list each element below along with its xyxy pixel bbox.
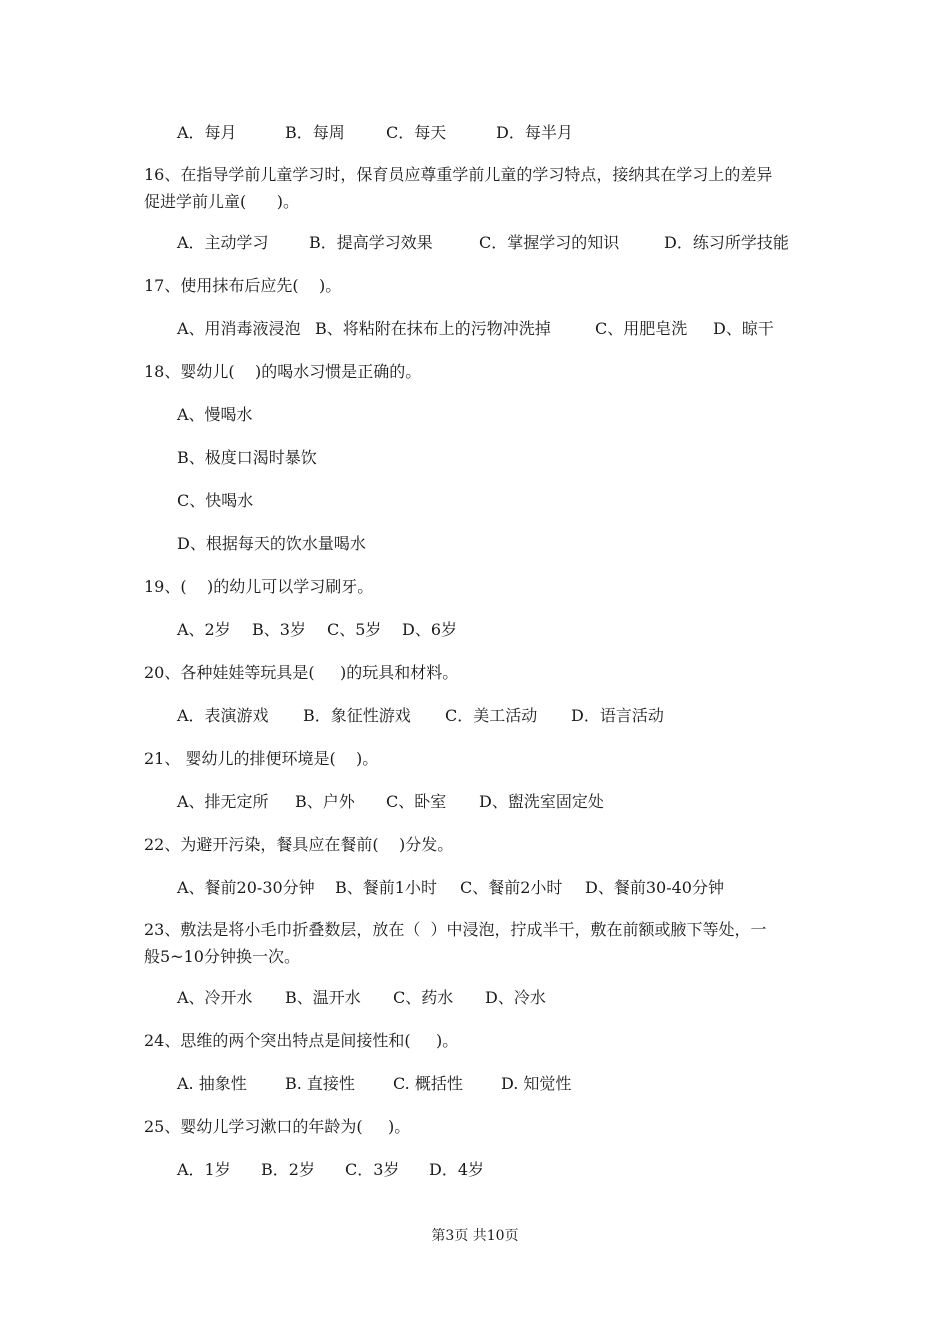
options-q19 [144,615,808,645]
question-text: 21、 婴幼儿的排便环境是( )。 [144,749,379,768]
option-c: C．3岁 [345,1160,400,1179]
option-d: D、晾干 [713,319,774,338]
question-text: 17、使用抹布后应先( )。 [144,276,342,295]
question-17 [144,271,808,301]
option-d: D、冷水 [485,988,546,1007]
options-q24 [144,1069,808,1099]
option-a: A．主动学习 [177,233,269,252]
option-d: D．4岁 [429,1160,485,1179]
question-23 [144,916,808,970]
option-b: B、将粘附在抹布上的污物冲洗掉 [315,319,551,338]
option-b: B. 直接性 [285,1074,355,1093]
option-d: D、餐前30-40分钟 [585,878,724,897]
question-text: 23、敷法是将小毛巾折叠数层，放在（ ）中浸泡，拧成半干，敷在前额或腋下等处，一 [144,920,767,939]
options-q17 [144,314,808,344]
option-b: B、极度口渴时暴饮 [177,448,317,467]
option-b: B．2岁 [261,1160,315,1179]
question-22 [144,830,808,860]
option-a: A、餐前20-30分钟 [177,878,315,897]
options-q20 [144,701,808,731]
options-q15 [144,118,808,148]
option-b: B、户外 [295,792,355,811]
question-text: 16、在指导学前儿童学习时，保育员应尊重学前儿童的学习特点，接纳其在学习上的差异 [144,165,773,184]
question-24 [144,1026,808,1056]
option-b: B．提高学习效果 [309,233,433,252]
option-b: B、温开水 [285,988,361,1007]
option-c: C、卧室 [386,792,447,811]
option-a: A、2岁 [177,620,231,639]
option-a: A．每月 [177,123,237,142]
option-c: C、药水 [393,988,454,1007]
question-text: 般5~10分钟换一次。 [144,947,300,966]
option-d: D．练习所学技能 [664,233,789,252]
question-text: 19、( )的幼儿可以学习刷牙。 [144,577,374,596]
option-c: C、餐前2小时 [460,878,563,897]
question-25 [144,1112,808,1142]
option-c: C．掌握学习的知识 [479,233,620,252]
option-d: D、盥洗室固定处 [479,792,604,811]
option-c: C、5岁 [327,620,382,639]
option-a: A、排无定所 [177,792,269,811]
option-d: D．语言活动 [571,706,664,725]
page-footer: 第3页 共10页 [431,1228,519,1244]
option-c: C．每天 [386,123,447,142]
question-text: 20、各种娃娃等玩具是( )的玩具和材料。 [144,663,459,682]
question-21 [144,744,808,774]
options-q25 [144,1155,808,1185]
options-q18 [144,400,808,559]
question-19 [144,572,808,602]
option-a: A、冷开水 [177,988,253,1007]
question-text: 25、婴幼儿学习漱口的年龄为( )。 [144,1117,411,1136]
option-d: D、6岁 [402,620,458,639]
options-q21 [144,787,808,817]
question-text: 促进学前儿童( )。 [144,192,300,211]
option-a: A. 抽象性 [177,1074,247,1093]
option-a: A、慢喝水 [177,405,253,424]
option-b: B．象征性游戏 [303,706,411,725]
option-d: D. 知觉性 [501,1074,572,1093]
question-text: 18、婴幼儿( )的喝水习惯是正确的。 [144,362,422,381]
options-q22 [144,873,808,903]
options-q16 [144,228,808,258]
option-c: C．美工活动 [445,706,538,725]
option-b: B、3岁 [252,620,306,639]
question-18 [144,357,808,387]
question-20 [144,658,808,688]
option-c: C. 概括性 [393,1074,463,1093]
option-a: A．1岁 [177,1160,231,1179]
option-a: A．表演游戏 [177,706,269,725]
question-text: 24、思维的两个突出特点是间接性和( )。 [144,1031,459,1050]
options-q23 [144,983,808,1013]
question-16 [144,161,808,215]
question-text: 22、为避开污染，餐具应在餐前( )分发。 [144,835,454,854]
option-b: B．每周 [285,123,345,142]
question-list [144,118,808,1185]
option-c: C、用肥皂洗 [595,319,688,338]
option-d: D、根据每天的饮水量喝水 [177,534,366,553]
option-c: C、快喝水 [177,491,254,510]
option-a: A、用消毒液浸泡 [177,319,301,338]
option-b: B、餐前1小时 [335,878,437,897]
option-d: D．每半月 [496,123,573,142]
